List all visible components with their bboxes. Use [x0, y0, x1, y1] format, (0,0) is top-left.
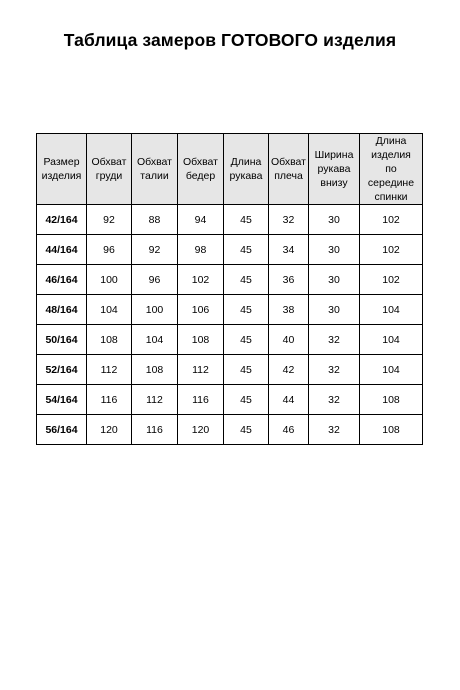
size-cell: 56/164: [37, 415, 87, 445]
hips-cell: 98: [178, 235, 224, 265]
header-chest: Обхват груди: [87, 134, 132, 205]
chest-cell: 104: [87, 295, 132, 325]
back-length-cell: 108: [360, 415, 423, 445]
waist-cell: 88: [132, 205, 178, 235]
sleeve-length-cell: 45: [224, 295, 269, 325]
header-hips: Обхват бедер: [178, 134, 224, 205]
hips-cell: 112: [178, 355, 224, 385]
size-measurement-table: [36, 133, 423, 445]
header-row: [37, 134, 423, 205]
waist-cell: 112: [132, 385, 178, 415]
waist-cell: 100: [132, 295, 178, 325]
table-row: [37, 235, 423, 265]
hips-cell: 120: [178, 415, 224, 445]
table-body: [37, 205, 423, 445]
table-row: [37, 325, 423, 355]
chest-cell: 100: [87, 265, 132, 295]
sleeve-width-cell: 32: [309, 325, 360, 355]
back-length-cell: 108: [360, 385, 423, 415]
table-row: [37, 295, 423, 325]
chest-cell: 92: [87, 205, 132, 235]
shoulder-cell: 40: [269, 325, 309, 355]
chest-cell: 112: [87, 355, 132, 385]
sleeve-width-cell: 30: [309, 265, 360, 295]
waist-cell: 92: [132, 235, 178, 265]
header-sleeve-length: Длина рукава: [224, 134, 269, 205]
shoulder-cell: 32: [269, 205, 309, 235]
waist-cell: 96: [132, 265, 178, 295]
shoulder-cell: 46: [269, 415, 309, 445]
size-cell: 52/164: [37, 355, 87, 385]
header-size: Размер изделия: [37, 134, 87, 205]
hips-cell: 94: [178, 205, 224, 235]
sleeve-length-cell: 45: [224, 385, 269, 415]
sleeve-width-cell: 32: [309, 385, 360, 415]
sleeve-length-cell: 45: [224, 355, 269, 385]
shoulder-cell: 44: [269, 385, 309, 415]
size-cell: 46/164: [37, 265, 87, 295]
sleeve-width-cell: 30: [309, 205, 360, 235]
sleeve-length-cell: 45: [224, 325, 269, 355]
back-length-cell: 104: [360, 295, 423, 325]
hips-cell: 108: [178, 325, 224, 355]
back-length-cell: 104: [360, 325, 423, 355]
hips-cell: 102: [178, 265, 224, 295]
size-cell: 42/164: [37, 205, 87, 235]
header-back-length: Длина изделия по середине спинки: [360, 134, 423, 205]
hips-cell: 106: [178, 295, 224, 325]
header-waist: Обхват талии: [132, 134, 178, 205]
table-row: [37, 355, 423, 385]
shoulder-cell: 34: [269, 235, 309, 265]
sleeve-length-cell: 45: [224, 235, 269, 265]
table-row: [37, 265, 423, 295]
size-cell: 54/164: [37, 385, 87, 415]
table-header: [37, 134, 423, 205]
waist-cell: 108: [132, 355, 178, 385]
sleeve-width-cell: 30: [309, 235, 360, 265]
sleeve-width-cell: 32: [309, 355, 360, 385]
chest-cell: 116: [87, 385, 132, 415]
sleeve-width-cell: 32: [309, 415, 360, 445]
page-title: Таблица замеров ГОТОВОГО изделия: [63, 30, 397, 50]
shoulder-cell: 38: [269, 295, 309, 325]
back-length-cell: 102: [360, 265, 423, 295]
table-row: [37, 205, 423, 235]
waist-cell: 104: [132, 325, 178, 355]
hips-cell: 116: [178, 385, 224, 415]
size-cell: 48/164: [37, 295, 87, 325]
chest-cell: 120: [87, 415, 132, 445]
sleeve-length-cell: 45: [224, 205, 269, 235]
size-cell: 44/164: [37, 235, 87, 265]
sleeve-length-cell: 45: [224, 265, 269, 295]
table-row: [37, 385, 423, 415]
header-shoulder: Обхват плеча: [269, 134, 309, 205]
sleeve-length-cell: 45: [224, 415, 269, 445]
shoulder-cell: 36: [269, 265, 309, 295]
header-sleeve-width: Ширина рукава внизу: [309, 134, 360, 205]
back-length-cell: 104: [360, 355, 423, 385]
chest-cell: 108: [87, 325, 132, 355]
table-row: [37, 415, 423, 445]
waist-cell: 116: [132, 415, 178, 445]
sleeve-width-cell: 30: [309, 295, 360, 325]
back-length-cell: 102: [360, 205, 423, 235]
back-length-cell: 102: [360, 235, 423, 265]
size-cell: 50/164: [37, 325, 87, 355]
chest-cell: 96: [87, 235, 132, 265]
shoulder-cell: 42: [269, 355, 309, 385]
